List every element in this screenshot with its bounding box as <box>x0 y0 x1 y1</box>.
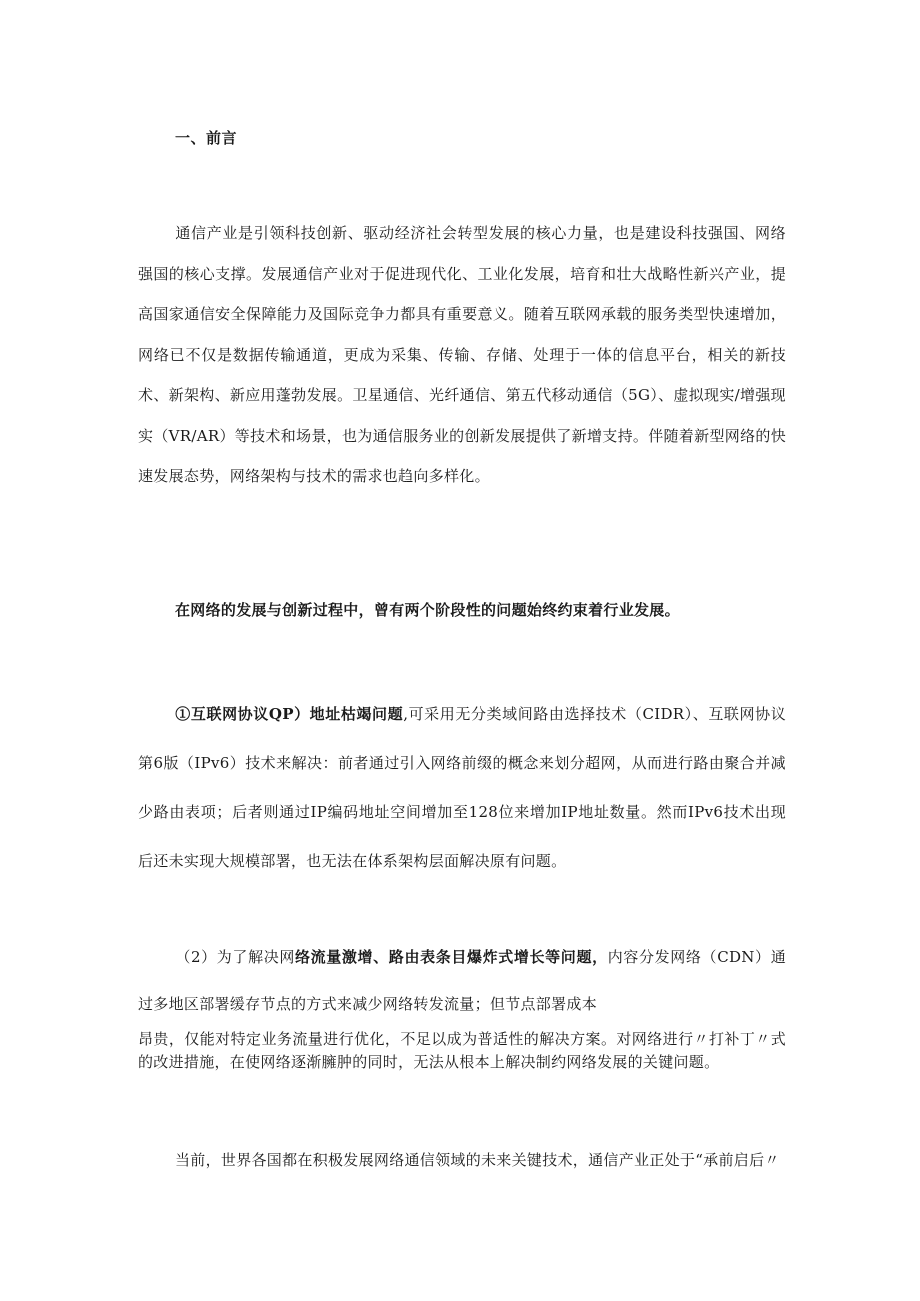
item-2-lead-bold: 络流量激增、路由表条目爆炸式增长等问题， <box>294 948 608 966</box>
item-2-continuation: 昂贵，仅能对特定业务流量进行优化，不足以成为普适性的解决方案。对网络进行〃打补丁〃式的改进措施，在使网络逐渐臃肿的同时，无法从根本上解决制约网络发展的关键问题。 <box>138 1030 786 1071</box>
item-2-text: 内容分发网络（CDN）通过多地区部署缓存节点的方式来减少网络转发流量；但节点部署成本 <box>138 948 786 1013</box>
item-1-text: ,可采用无分类域间路由选择技术（CIDR）、互联网协议第6版（IPv6）技术来解决：前者通过引入网络前缀的概念来划分超网，从而进行路由聚合并减少路由表项；后者则通过IP编码地址空间增加至128位来增加IP地址数量。然而IPv6技术出现后还未实现大规模部署，也无法在体系架构层面解决原有问题。 <box>138 705 786 870</box>
closing-paragraph <box>138 1145 786 1175</box>
item-1-paragraph <box>138 690 786 886</box>
intro-text: 通信产业是引领科技创新、驱动经济社会转型发展的核心力量，也是建设科技强国、网络强国的核心支撑。发展通信产业对于促进现代化、工业化发展，培育和壮大战略性新兴产业，提高国家通信安全保障能力及国际竞争力都具有重要意义。随着互联网承载的服务类型快速增加，网络已不仅是数据传输通道，更成为采集、传输、存储、处理于一体的信息平台，相关的新技术、新架构、新应用蓬勃发展。卫星通信、光纤通信、第五代移动通信（5G）、虚拟现实/增强现实（VR/AR）等技术和场景，也为通信服务业的创新发展提供了新增支持。伴随着新型网络的快速发展态势，网络架构与技术的需求也趋向多样化。 <box>138 224 786 485</box>
closing-text: 当前，世界各国都在积极发展网络通信领域的未来关键技术，通信产业正处于“承前启后〃 <box>175 1151 780 1169</box>
item-2-lead: （2）为了解决网 <box>175 948 295 966</box>
item-2-paragraph <box>138 934 786 1028</box>
item-1-lead: ①互联网协议QP）地址枯竭问题 <box>175 705 404 723</box>
intro-paragraph <box>138 213 786 497</box>
section-heading: 一、前言 <box>175 129 238 147</box>
bold-statement: 在网络的发展与创新过程中，曾有两个阶段性的问题始终约束着行业发展。 <box>175 601 680 619</box>
